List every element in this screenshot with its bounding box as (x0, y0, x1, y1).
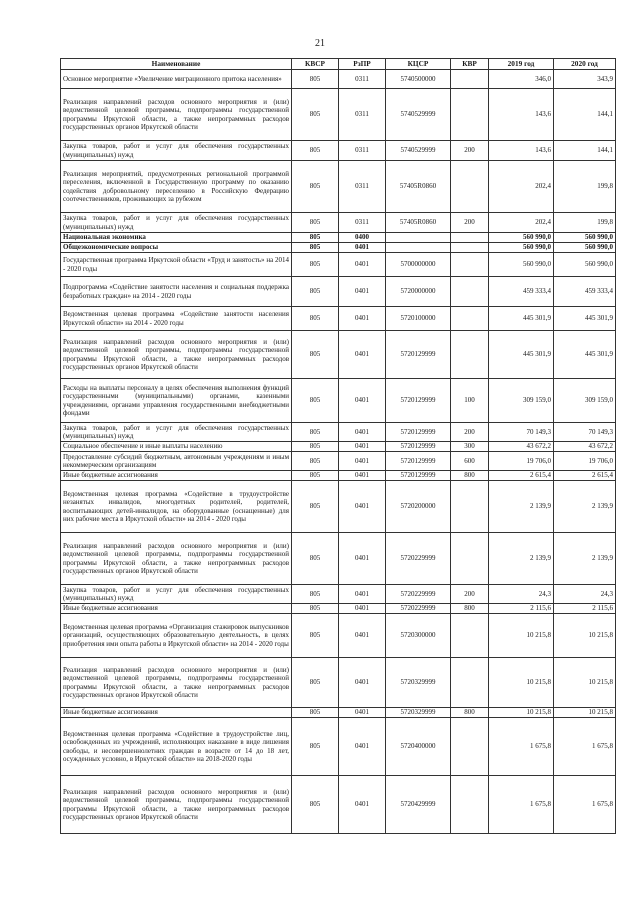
table-row (61, 604, 616, 614)
column-header-kvr: КВР (451, 59, 489, 70)
cell-name: Предоставление субсидий бюджетным, автономным учреждениям и иным некоммерческим организациям (61, 452, 292, 471)
column-header-kcsr: КЦСР (386, 59, 451, 70)
cell-2019: 43 672,2 (489, 442, 554, 452)
cell-kvr (451, 277, 489, 307)
cell-kvr (451, 776, 489, 834)
cell-name: Ведомственная целевая программа «Содействие занятости населения Иркутской области» на 2014 - 2020 годы (61, 307, 292, 331)
cell-kvr: 200 (451, 141, 489, 161)
cell-2019: 19 706,0 (489, 452, 554, 471)
cell-kcsr: 5720129999 (386, 379, 451, 423)
cell-name: Ведомственная целевая программа «Содействие в трудоустройстве незанятых инвалидов, многодетных родителей, родителей, воспитывающих детей-инвалидов, на оборудованные (оснащенные) для них рабочие места в Иркутской области» на 2014 - 2020 годы (61, 481, 292, 533)
cell-2020: 199,8 (554, 213, 616, 233)
cell-rzpr: 0401 (339, 331, 386, 379)
cell-kvsr: 805 (292, 533, 339, 585)
cell-name: Ведомственная целевая программа «Организация стажировок выпускников организаций, осуществляющих образовательную деятельность, в целях приобретения ими опыта работы в Иркутской области» на 2014 - 2020 годы (61, 614, 292, 658)
cell-2019: 459 333,4 (489, 277, 554, 307)
cell-2020: 10 215,8 (554, 658, 616, 708)
cell-2019: 143,6 (489, 89, 554, 141)
table-row (61, 776, 616, 834)
cell-kvr: 600 (451, 452, 489, 471)
cell-2020: 199,8 (554, 161, 616, 213)
cell-kvr (451, 718, 489, 776)
cell-2020: 2 139,9 (554, 481, 616, 533)
cell-2020: 1 675,8 (554, 776, 616, 834)
cell-2019: 2 139,9 (489, 533, 554, 585)
cell-kvr (451, 481, 489, 533)
table-row (61, 423, 616, 442)
table-row (61, 141, 616, 161)
cell-2019: 10 215,8 (489, 708, 554, 718)
cell-kvsr: 805 (292, 70, 339, 89)
cell-2020: 10 215,8 (554, 614, 616, 658)
cell-kvsr: 805 (292, 331, 339, 379)
table-row (61, 442, 616, 452)
column-header-name: Наименование (61, 59, 292, 70)
cell-kcsr: 5720429999 (386, 776, 451, 834)
cell-rzpr: 0401 (339, 718, 386, 776)
cell-kcsr: 57405R0860 (386, 213, 451, 233)
cell-kvr: 100 (451, 379, 489, 423)
table-row (61, 213, 616, 233)
cell-kvsr: 805 (292, 307, 339, 331)
page-number: 21 (315, 38, 325, 49)
cell-2020: 2 115,6 (554, 604, 616, 614)
cell-name: Реализация направлений расходов основного мероприятия и (или) ведомственной целевой программы, подпрограммы государственной программы Иркутской области, а также непрограммных расходов государственных органов Иркутской области (61, 89, 292, 141)
cell-name: Национальная экономика (61, 233, 292, 243)
cell-kvr: 800 (451, 604, 489, 614)
cell-kvsr: 805 (292, 442, 339, 452)
cell-kcsr: 5720400000 (386, 718, 451, 776)
cell-kvr (451, 533, 489, 585)
cell-kvr (451, 233, 489, 243)
cell-kvsr: 805 (292, 141, 339, 161)
column-header-2019: 2019 год (489, 59, 554, 70)
cell-kcsr: 5720129999 (386, 442, 451, 452)
cell-kvr: 800 (451, 708, 489, 718)
cell-kvr (451, 70, 489, 89)
cell-2019: 445 301,9 (489, 307, 554, 331)
cell-kvsr: 805 (292, 423, 339, 442)
table-row (61, 161, 616, 213)
cell-kvsr: 805 (292, 718, 339, 776)
cell-rzpr: 0311 (339, 213, 386, 233)
cell-kvr (451, 658, 489, 708)
table-row (61, 70, 616, 89)
cell-name: Закупка товаров, работ и услуг для обеспечения государственных (муниципальных) нужд (61, 213, 292, 233)
cell-kcsr: 5720300000 (386, 614, 451, 658)
cell-kvsr: 805 (292, 277, 339, 307)
cell-rzpr: 0401 (339, 585, 386, 604)
cell-2020: 24,3 (554, 585, 616, 604)
cell-2019: 309 159,0 (489, 379, 554, 423)
cell-kcsr: 5720129999 (386, 452, 451, 471)
table-row (61, 452, 616, 471)
cell-kvsr: 805 (292, 708, 339, 718)
cell-kvr (451, 253, 489, 277)
table-row (61, 233, 616, 243)
cell-name: Подпрограмма «Содействие занятости населения и социальная поддержка безработных граждан» на 2014 - 2020 годы (61, 277, 292, 307)
cell-2019: 560 990,0 (489, 233, 554, 243)
cell-kvsr: 805 (292, 243, 339, 253)
cell-2019: 143,6 (489, 141, 554, 161)
cell-kvr: 300 (451, 442, 489, 452)
cell-name: Закупка товаров, работ и услуг для обеспечения государственных (муниципальных) нужд (61, 141, 292, 161)
cell-kcsr: 5720229999 (386, 604, 451, 614)
cell-kvsr: 805 (292, 379, 339, 423)
table-row (61, 277, 616, 307)
cell-rzpr: 0401 (339, 708, 386, 718)
cell-rzpr: 0311 (339, 141, 386, 161)
cell-kvsr: 805 (292, 481, 339, 533)
cell-2019: 10 215,8 (489, 614, 554, 658)
cell-2020: 70 149,3 (554, 423, 616, 442)
cell-2019: 560 990,0 (489, 243, 554, 253)
cell-kvr (451, 614, 489, 658)
cell-kvr (451, 89, 489, 141)
cell-2020: 343,9 (554, 70, 616, 89)
cell-name: Иные бюджетные ассигнования (61, 604, 292, 614)
table-row (61, 585, 616, 604)
cell-kcsr: 5740529999 (386, 89, 451, 141)
table-row (61, 243, 616, 253)
table-row (61, 718, 616, 776)
cell-2020: 43 672,2 (554, 442, 616, 452)
cell-kvsr: 805 (292, 253, 339, 277)
cell-kvsr: 805 (292, 161, 339, 213)
cell-rzpr: 0401 (339, 614, 386, 658)
cell-kvsr: 805 (292, 658, 339, 708)
cell-kcsr: 5740529999 (386, 141, 451, 161)
cell-rzpr: 0401 (339, 277, 386, 307)
cell-kvr: 200 (451, 423, 489, 442)
cell-kvr: 800 (451, 471, 489, 481)
cell-kcsr: 5740500000 (386, 70, 451, 89)
cell-rzpr: 0311 (339, 161, 386, 213)
table-row (61, 658, 616, 708)
cell-name: Социальное обеспечение и иные выплаты населению (61, 442, 292, 452)
cell-kvsr: 805 (292, 233, 339, 243)
cell-kvsr: 805 (292, 452, 339, 471)
cell-2020: 1 675,8 (554, 718, 616, 776)
table-row (61, 481, 616, 533)
cell-name: Закупка товаров, работ и услуг для обеспечения государственных (муниципальных) нужд (61, 585, 292, 604)
cell-name: Иные бюджетные ассигнования (61, 471, 292, 481)
table-row (61, 471, 616, 481)
cell-kvsr: 805 (292, 471, 339, 481)
cell-name: Реализация направлений расходов основного мероприятия и (или) ведомственной целевой программы, подпрограммы государственной программы Иркутской области, а также непрограммных расходов государственных органов Иркутской области (61, 776, 292, 834)
cell-kvr: 200 (451, 213, 489, 233)
cell-kvsr: 805 (292, 604, 339, 614)
cell-kvr: 200 (451, 585, 489, 604)
cell-kvsr: 805 (292, 776, 339, 834)
cell-2019: 1 675,8 (489, 718, 554, 776)
table-row (61, 533, 616, 585)
cell-rzpr: 0401 (339, 423, 386, 442)
cell-2019: 202,4 (489, 213, 554, 233)
table-header-row (61, 59, 616, 70)
cell-kcsr: 5700000000 (386, 253, 451, 277)
cell-kcsr: 5720129999 (386, 331, 451, 379)
cell-kvr (451, 161, 489, 213)
cell-2020: 19 706,0 (554, 452, 616, 471)
cell-2020: 459 333,4 (554, 277, 616, 307)
cell-2020: 309 159,0 (554, 379, 616, 423)
cell-kvr (451, 307, 489, 331)
cell-2020: 10 215,8 (554, 708, 616, 718)
cell-2019: 10 215,8 (489, 658, 554, 708)
column-header-kvsr: КВСР (292, 59, 339, 70)
cell-name: Реализация мероприятий, предусмотренных региональной программой переселения, включенной в Государственную программу по оказанию содействия добровольному переселению в Российскую Федерацию соотечественников, проживающих за рубежом (61, 161, 292, 213)
cell-name: Реализация направлений расходов основного мероприятия и (или) ведомственной целевой программы, подпрограммы государственной программы Иркутской области, а также непрограммных расходов государственных органов Иркутской области (61, 331, 292, 379)
cell-kvr (451, 243, 489, 253)
cell-kcsr: 5720229999 (386, 533, 451, 585)
cell-kvsr: 805 (292, 213, 339, 233)
cell-2020: 445 301,9 (554, 307, 616, 331)
cell-name: Иные бюджетные ассигнования (61, 708, 292, 718)
cell-name: Государственная программа Иркутской области «Труд и занятость» на 2014 - 2020 годы (61, 253, 292, 277)
cell-2019: 24,3 (489, 585, 554, 604)
cell-2020: 560 990,0 (554, 233, 616, 243)
cell-kcsr: 57405R0860 (386, 161, 451, 213)
table-row (61, 89, 616, 141)
cell-kvsr: 805 (292, 585, 339, 604)
cell-kcsr: 5720329999 (386, 658, 451, 708)
cell-kcsr: 5720129999 (386, 471, 451, 481)
column-header-2020: 2020 год (554, 59, 616, 70)
cell-2019: 2 615,4 (489, 471, 554, 481)
table-row (61, 379, 616, 423)
cell-rzpr: 0401 (339, 533, 386, 585)
cell-name: Ведомственная целевая программа «Содействие в трудоустройстве лиц, освобожденных из учреждений, исполняющих наказание в виде лишения свободы, и несовершеннолетних граждан в возрасте от 14 до 18 лет, осужденных условно, в Иркутской области» на 2018-2020 годы (61, 718, 292, 776)
cell-kcsr: 5720329999 (386, 708, 451, 718)
cell-name: Расходы на выплаты персоналу в целях обеспечения выполнения функций государственными (муниципальными) органами, казенными учреждениями, органами управления государственными внебюджетными фондами (61, 379, 292, 423)
cell-kcsr: 5720229999 (386, 585, 451, 604)
cell-rzpr: 0401 (339, 776, 386, 834)
cell-2020: 560 990,0 (554, 253, 616, 277)
cell-rzpr: 0401 (339, 604, 386, 614)
cell-rzpr: 0400 (339, 233, 386, 243)
cell-rzpr: 0401 (339, 243, 386, 253)
table-row (61, 708, 616, 718)
cell-2020: 445 301,9 (554, 331, 616, 379)
cell-2019: 560 990,0 (489, 253, 554, 277)
cell-kcsr: 5720100000 (386, 307, 451, 331)
cell-kcsr: 5720129999 (386, 423, 451, 442)
cell-rzpr: 0311 (339, 89, 386, 141)
cell-name: Закупка товаров, работ и услуг для обеспечения государственных (муниципальных) нужд (61, 423, 292, 442)
cell-2020: 2 139,9 (554, 533, 616, 585)
cell-2020: 144,1 (554, 89, 616, 141)
table-row (61, 253, 616, 277)
cell-kcsr: 5720000000 (386, 277, 451, 307)
cell-2019: 1 675,8 (489, 776, 554, 834)
cell-kvsr: 805 (292, 89, 339, 141)
cell-rzpr: 0311 (339, 70, 386, 89)
table-row (61, 614, 616, 658)
cell-kcsr (386, 233, 451, 243)
cell-2020: 560 990,0 (554, 243, 616, 253)
cell-name: Общеэкономические вопросы (61, 243, 292, 253)
cell-rzpr: 0401 (339, 452, 386, 471)
cell-kcsr (386, 243, 451, 253)
cell-2020: 2 615,4 (554, 471, 616, 481)
cell-2019: 2 139,9 (489, 481, 554, 533)
cell-rzpr: 0401 (339, 307, 386, 331)
cell-name: Основное мероприятие «Увеличение миграционного притока населения» (61, 70, 292, 89)
cell-2020: 144,1 (554, 141, 616, 161)
cell-2019: 445 301,9 (489, 331, 554, 379)
cell-rzpr: 0401 (339, 471, 386, 481)
table-row (61, 307, 616, 331)
cell-rzpr: 0401 (339, 253, 386, 277)
cell-rzpr: 0401 (339, 481, 386, 533)
cell-2019: 2 115,6 (489, 604, 554, 614)
cell-kvr (451, 331, 489, 379)
cell-name: Реализация направлений расходов основного мероприятия и (или) ведомственной целевой программы, подпрограммы государственной программы Иркутской области, а также непрограммных расходов государственных органов Иркутской области (61, 658, 292, 708)
cell-2019: 202,4 (489, 161, 554, 213)
cell-kcsr: 5720200000 (386, 481, 451, 533)
cell-2019: 70 149,3 (489, 423, 554, 442)
cell-rzpr: 0401 (339, 658, 386, 708)
cell-kvsr: 805 (292, 614, 339, 658)
budget-table (60, 58, 616, 834)
cell-rzpr: 0401 (339, 379, 386, 423)
cell-name: Реализация направлений расходов основного мероприятия и (или) ведомственной целевой программы, подпрограммы государственной программы Иркутской области, а также непрограммных расходов государственных органов Иркутской области (61, 533, 292, 585)
cell-2019: 346,0 (489, 70, 554, 89)
cell-rzpr: 0401 (339, 442, 386, 452)
table-row (61, 331, 616, 379)
column-header-rzpr: РзПР (339, 59, 386, 70)
